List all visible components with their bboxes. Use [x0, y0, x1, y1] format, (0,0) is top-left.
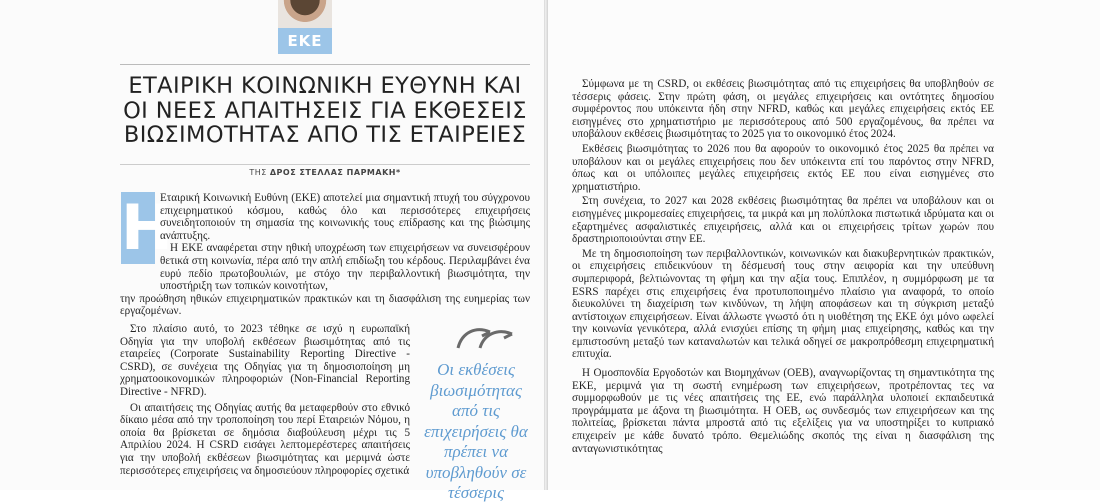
paragraph: Η ΕΚΕ αναφέρεται στην ηθική υποχρέωση των επιχειρήσεων να συνεισφέρουν θετικά στη κοινωνία, πέρα από την απλή επιδίωξη του κέρδους. Περιλαμβάνει ένα ευρύ πεδίο πρωτοβουλιών, με στόχο την περιβαλλοντική βιωσιμότητα, την υποστήριξη των τοπικών κοινοτήτων, — [160, 242, 530, 293]
narrow-column — [120, 323, 410, 480]
right-column — [572, 78, 994, 456]
paragraph: την προώθηση ηθικών επιχειρηματικών πρακτικών και τη διασφάλιση της ευημερίας των εργαζομένων. — [120, 292, 530, 318]
author-photo — [278, 0, 332, 28]
right-page — [548, 0, 1100, 490]
headline: ΕΤΑΙΡΙΚΗ ΚΟΙΝΩΝΙΚΗ ΕΥΘΥΝΗ ΚΑΙ ΟΙ ΝΕΕΣ ΑΠΑΙΤΗΣΕΙΣ ΓΙΑ ΕΚΘΕΣΕΙΣ ΒΙΩΣΙΜΟΤΗΤΑΣ ΑΠΟ ΤΙΣ ΕΤΑΙΡΕΙΕΣ — [123, 73, 527, 148]
top-rule — [120, 64, 530, 65]
paragraph: Εκθέσεις βιωσιμότητας το 2026 που θα αφορούν το οικονομικό έτος 2025 θα πρέπει να υποβάλουν και οι μεγάλες επιχειρήσεις που δεν υπόκειντα επί του παρόντος στην NFRD, όπως και οι υπόλοιπες μεγάλες επιχειρήσεις εκτός ΕΕ που είναι εισηγμένες στο χρηματιστήριο. — [572, 142, 994, 193]
paragraph: Στη συνέχεια, το 2027 και 2028 εκθέσεις βιωσιμότητας θα πρέπει να υποβάλουν και οι εισηγμένες μικρομεσαίες επιχειρήσεις, τα μικρά και μη πολύπλοκα πιστωτικά ιδρύματα και οι εξαρτημένες ασφαλιστικές επιχειρήσεις, αλλά και οι επιχειρήσεις τρίτων χωρών που δραστηριοποιούνται στην ΕΕ. — [572, 195, 994, 246]
paragraph: Εταιρική Κοινωνική Ευθύνη (ΕΚΕ) αποτελεί μια σημαντική πτυχή του σύγχρονου επιχειρηματικού κόσμου, καθώς όλο και περισσότερες επιχειρήσεις συνειδητοποιούν τη σημασία της κοινωνικής τους επίδρασης και της βιώσιμης ανάπτυξης. — [160, 192, 530, 242]
paragraph: Στο πλαίσιο αυτό, το 2023 τέθηκε σε ισχύ η ευρωπαϊκή Οδηγία για την υποβολή εκθέσεων βιωσιμότητας από τις εταιρείες (Corporate Sustainability Reporting Directive - CSRD), σε συνέχεια της Οδηγίας για τη δημοσιοποίηση μη χρηματοοικονομικών πληροφοριών (Non-Financial Reporting Directive - NFRD). — [120, 323, 410, 398]
byline-prefix: ΤΗΣ — [249, 168, 267, 177]
paragraph: Σύμφωνα με τη CSRD, οι εκθέσεις βιωσιμότητας από τις επιχειρήσεις θα υποβληθούν σε τέσσερις φάσεις. Στην πρώτη φάση, οι μεγάλες επιχειρήσεις και οντότητες δημοσίου συμφέροντος που υπόκειντα ήδη στην NFRD, καθώς και μεγάλες επιχειρήσεις εκτός ΕΕ εισηγμένες στο χρηματιστήριο με περισσότερους από 500 εργαζομένους, θα πρέπει να υποβάλουν εκθέσεις βιωσιμότητας το 2025 για το οικονομικό έτος 2024. — [572, 78, 994, 141]
paragraph: Οι απαιτήσεις της Οδηγίας αυτής θα μεταφερθούν στο εθνικό δίκαιο μέσα από την τροποποίηση του περί Εταιρειών Νόμου, η οποία θα βρίσκεται σε δημόσια διαβούλευση μέχρι τις 5 Απριλίου 2024. Η CSRD εισάγει λεπτομερέστερες απαιτήσεις για την υποβολή εκθέσεων βιωσιμότητας και μεριμνά ώστε περισσότερες επιχειρήσεις να δημοσιεύουν πληροφορίες σχετικά — [120, 401, 410, 477]
paragraph: Με τη δημοσιοποίηση των περιβαλλοντικών, κοινωνικών και διακυβερνητικών πρακτικών, οι επιχειρήσεις επιδεικνύουν τη δέσμευσή τους στην αειφορία και την υπεύθυνη συμπεριφορά, βελτιώνοντας τη φήμη και την αξία τους. Επιπλέον, η συμμόρφωση με τα ESRS παρέχει στις επιχειρήσεις ένα προτυποποιημένο πλαίσιο για αναφορά, το οποίο διευκολύνει τη διαχείριση των κινδύνων, τη λήψη αποφάσεων και τη σύγκριση μεταξύ αντίστοιχων επιχειρήσεων. Είναι άλλωστε γνωστό ότι η υιοθέτηση της ΕΚΕ όχι μόνο ωφελεί την κοινωνία γενικότερα, αλλά ενισχύει επίσης τη φήμη μιας επιχείρησης, καθώς και την εμπιστοσύνη μεταξύ των καταναλωτών και τελικά οδηγεί σε μακροπρόθεσμη επιχειρηματική επιτυχία. — [572, 247, 994, 361]
paragraph: Η Ομοσπονδία Εργοδοτών και Βιομηχάνων (ΟΕΒ), αναγνωρίζοντας τη σημαντικότητα της ΕΚΕ, μεριμνά για τη σωστή ενημέρωση των επιχειρήσεων, προτρέποντας τες να συμμορφωθούν με τις νέες απαιτήσεις της ΕΕ, ενώ παράλληλα υλοποιεί εκπαιδευτικά προγράμματα με άξονα τη βιωσιμότητα. Η ΟΕΒ, ως συνδεσμός των επιχειρήσεων και της πολιτείας, βρίσκεται πάντα μπροστά από τις εξελίξεις για να υποστηρίξει το κυπριακό επιχειρείν με κάθε δυνατό τρόπο. Θεμελιώδης σκοπός της είναι η διασφάλιση της ανταγωνιστικότητας — [572, 367, 994, 455]
drop-cap: Η — [121, 191, 173, 264]
quote-mark-icon — [452, 322, 526, 352]
pull-quote: Οι εκθέσεις βιωσιμότητας από τις επιχειρήσεις θα πρέπει να υποβληθούν σε τέσσερις — [424, 360, 528, 502]
section-tag: ΕΚΕ — [278, 28, 332, 54]
intro-column — [120, 192, 530, 318]
byline — [120, 164, 530, 177]
byline-author: ΔΡΟΣ ΣΤΕΛΛΑΣ ΠΑΡΜΑΚΗ* — [269, 168, 401, 177]
left-page — [0, 0, 544, 502]
